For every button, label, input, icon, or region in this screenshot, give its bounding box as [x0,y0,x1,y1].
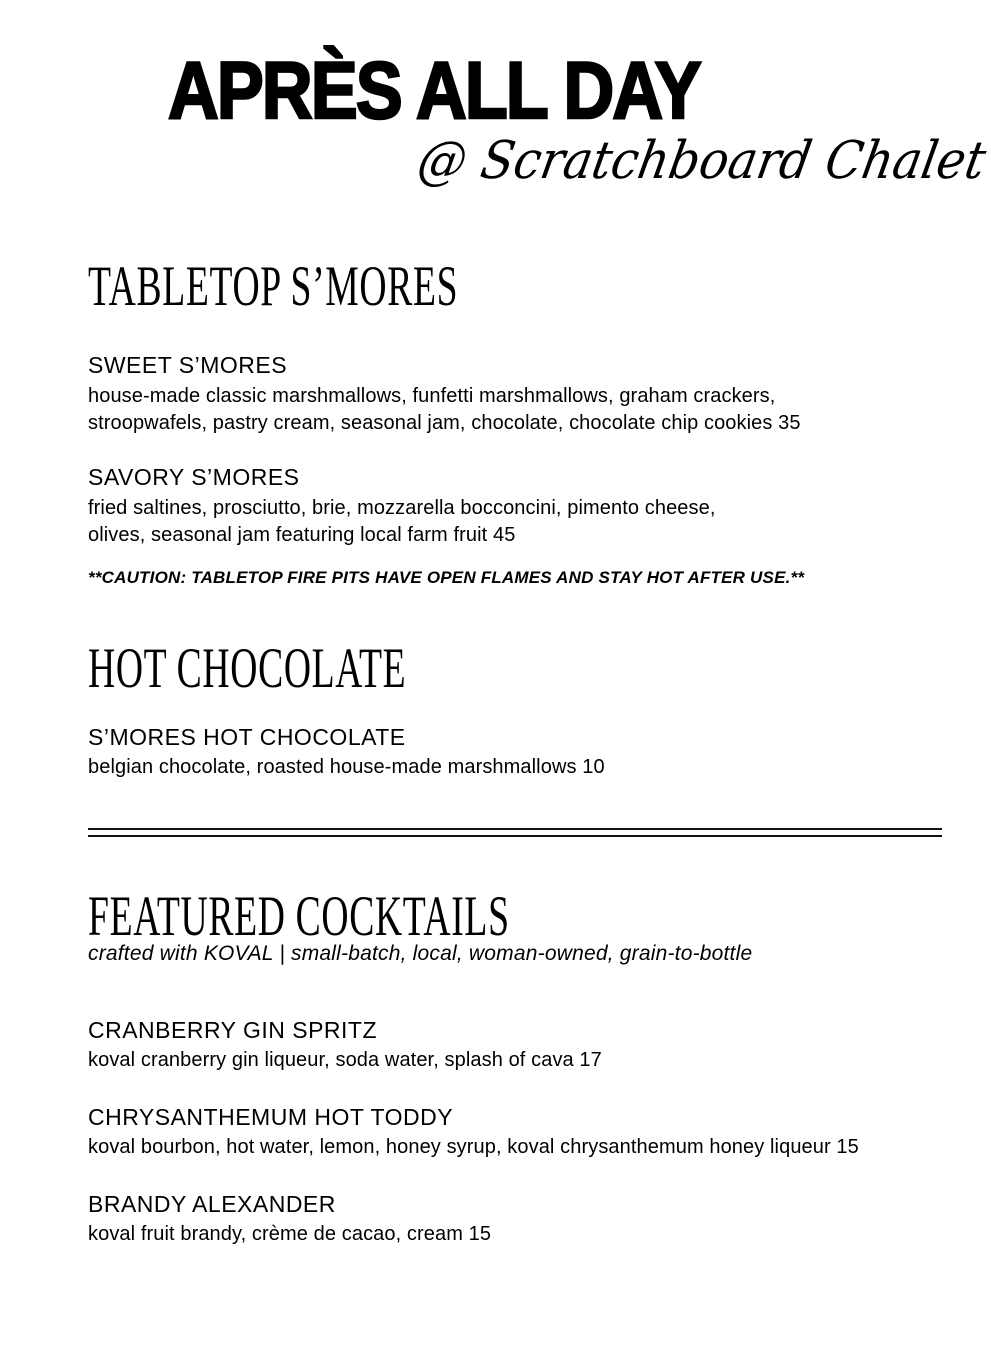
menu-item-name-savory-smores: SAVORY S’MORES [88,464,300,490]
menu-item-desc-cranberry-gin-spritz [88,1047,602,1074]
section-heading-hot-chocolate: HOT CHOCOLATE [88,637,407,700]
brand-tagline: @ Scratchboard Chalet [413,131,991,191]
section-divider [88,828,942,837]
menu-item-desc-chrysanthemum-hot-toddy [88,1134,859,1161]
desc-line: house-made classic marshmallows, funfetti marshmallows, graham crackers, [88,385,776,407]
menu-item-name-cranberry-gin-spritz: CRANBERRY GIN SPRITZ [88,1017,378,1043]
desc-line: koval cranberry gin liqueur, soda water, splash of cava 17 [88,1049,602,1071]
section-heading-featured-cocktails: FEATURED COCKTAILS [88,885,510,948]
menu-item-name-smores-hot-chocolate: S’MORES HOT CHOCOLATE [88,724,406,750]
menu-item-name-chrysanthemum-hot-toddy: CHRYSANTHEMUM HOT TODDY [88,1104,454,1130]
section-heading-tabletop-smores: TABLETOP S’MORES [88,255,459,318]
section-subheading-koval: crafted with KOVAL | small-batch, local, woman-owned, grain-to-bottle [88,942,753,965]
desc-line: stroopwafels, pastry cream, seasonal jam, chocolate, chocolate chip cookies 35 [88,412,801,434]
menu-item-desc-savory-smores [88,495,716,549]
menu-item-desc-smores-hot-chocolate [88,754,605,781]
desc-line: fried saltines, prosciutto, brie, mozzarella bocconcini, pimento cheese, [88,497,716,519]
menu-item-name-sweet-smores: SWEET S’MORES [88,352,288,378]
divider-line-top [88,828,942,830]
menu-item-name-brandy-alexander: BRANDY ALEXANDER [88,1191,336,1217]
menu-item-desc-brandy-alexander [88,1221,491,1248]
caution-note: **CAUTION: TABLETOP FIRE PITS HAVE OPEN FLAMES AND STAY HOT AFTER USE.** [88,568,805,587]
menu-item-desc-sweet-smores [88,383,801,437]
desc-line: olives, seasonal jam featuring local farm fruit 45 [88,524,516,546]
brand-title: APRÈS ALL DAY [168,44,700,136]
divider-line-bottom [88,835,942,837]
desc-line: koval fruit brandy, crème de cacao, cream 15 [88,1223,492,1245]
desc-line: koval bourbon, hot water, lemon, honey syrup, koval chrysanthemum honey liqueur 15 [88,1136,859,1158]
desc-line: belgian chocolate, roasted house-made marshmallows 10 [88,756,605,778]
